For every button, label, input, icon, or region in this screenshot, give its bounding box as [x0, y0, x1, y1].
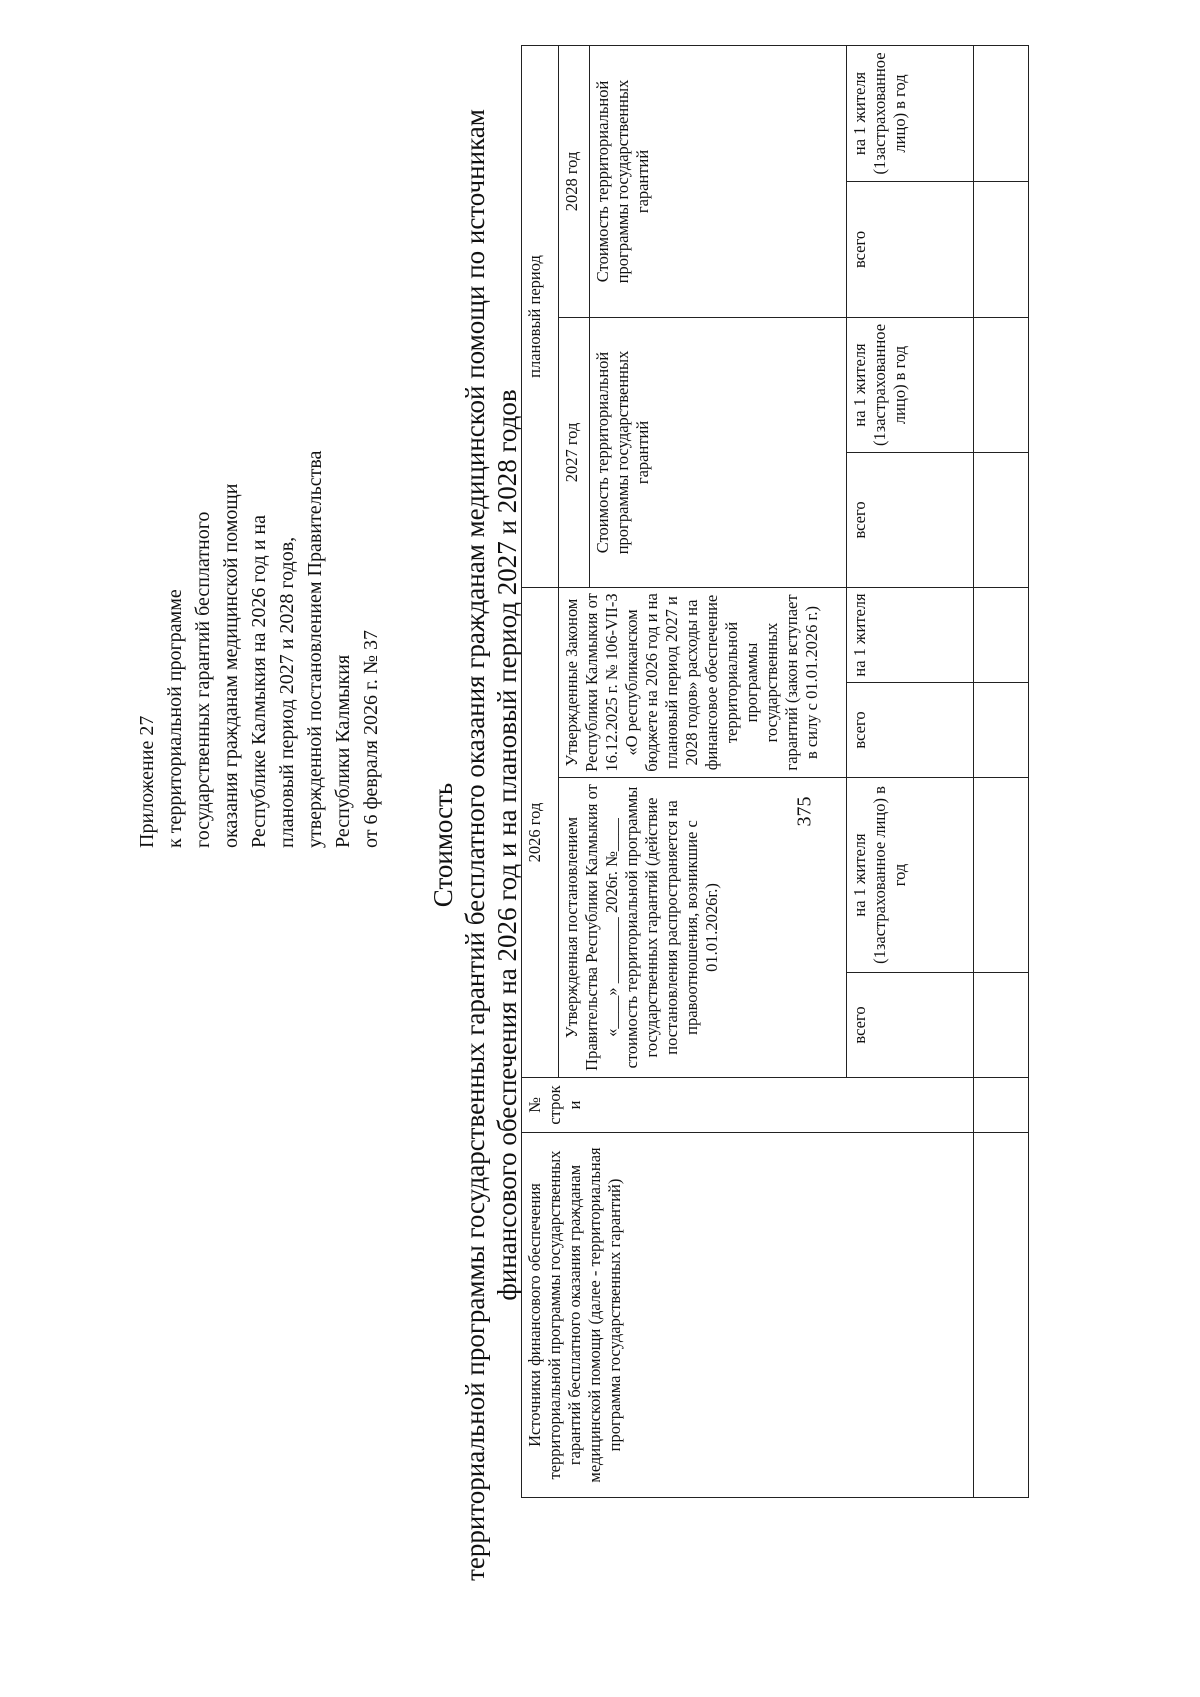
approved-law-cell: Утвержденные Законом Республики Калмыкия от 16.12.2025 г. № 106-VII-З «О республиканском бюджете на 2026 год и на плановый период 2027 и 2028 годов» расходы на финансовое обеспечение территориальной программы государственных гарантий (закон вступает в силу с 01.01.2026 г.) [559, 587, 847, 777]
total-2027-header-cell: всего [847, 452, 974, 587]
appendix-line: плановый период 2027 и 2028 годов, [276, 536, 298, 848]
table-cell [974, 973, 1029, 1078]
planned-period-header-cell: плановый период [522, 45, 559, 587]
total-2026-resolution-header-cell: всего [847, 973, 974, 1078]
row-number-header-cell: № строк и [522, 1078, 974, 1133]
appendix-line: от 6 февраля 2026 г. № 37 [360, 629, 382, 848]
table-cell [974, 317, 1029, 452]
appendix-line: государственных гарантий бесплатного [192, 511, 214, 848]
total-2026-law-header-cell: всего [847, 683, 974, 778]
appendix-note [133, 408, 385, 848]
table-cell [974, 452, 1029, 587]
table-cell [974, 587, 1029, 682]
appendix-line: Республики Калмыкия [332, 654, 354, 848]
appendix-line: к территориальной программе [164, 589, 186, 848]
rotated-sheet [15, 25, 1175, 1665]
page-number: 375 [793, 796, 816, 827]
appendix-line: утвержденной постановлением Правительства [304, 450, 326, 848]
source-header-cell: Источники финансового обеспечения территориальной программы государственных гарантий бесплатного оказания гражданам медицинской помощи (далее - территориальная программа государственных гарантий) [522, 1133, 974, 1498]
per-insured-2027-header-cell: на 1 жителя (1застрахованное лицо) в год [847, 317, 974, 452]
table-row [974, 45, 1029, 1497]
year-2026-header-cell: 2026 год [522, 587, 559, 1077]
appendix-line: оказания гражданам медицинской помощи [220, 483, 242, 848]
title-line: финансового обеспечения на 2026 год и на плановый период 2027 и 2028 годов [492, 389, 522, 1301]
total-2028-header-cell: всего [847, 181, 974, 317]
table-cell [974, 778, 1029, 973]
cost-2027-header-cell: Стоимость территориальной программы государственных гарантий [590, 317, 847, 587]
per-insured-2026-header-cell: на 1 жителя (1застрахованное лицо) в год [847, 778, 974, 973]
title-line: Стоимость [428, 782, 458, 908]
per-resident-2026-header-cell: на 1 жителя [847, 587, 974, 682]
table-cell [974, 1133, 1029, 1498]
table-cell [974, 683, 1029, 778]
table-cell [974, 181, 1029, 317]
cost-table [521, 45, 1029, 1498]
appendix-line: Приложение 27 [136, 715, 158, 848]
per-insured-2028-header-cell: на 1 жителя (1застрахованное лицо) в год [847, 45, 974, 181]
appendix-line: Республике Калмыкия на 2026 год и на [248, 515, 270, 848]
document-title [427, 25, 523, 1665]
year-2028-header-cell: 2028 год [559, 45, 590, 317]
table-cell [974, 45, 1029, 181]
cost-2028-header-cell: Стоимость территориальной программы государственных гарантий [590, 45, 847, 317]
approved-resolution-cell: Утвержденная постановлением Правительства Республики Калмыкия от «____» ________ 2026г. №____ стоимость территориальной программы государственных гарантий (действие постановления распространяется на правоотношения, возникшие с 01.01.2026г.) [559, 778, 847, 1078]
table-cell [974, 1078, 1029, 1133]
title-line: территориальной программы государственных гарантий бесплатного оказания гражданам медицинской помощи по источникам [460, 109, 490, 1581]
year-2027-header-cell: 2027 год [559, 317, 590, 587]
